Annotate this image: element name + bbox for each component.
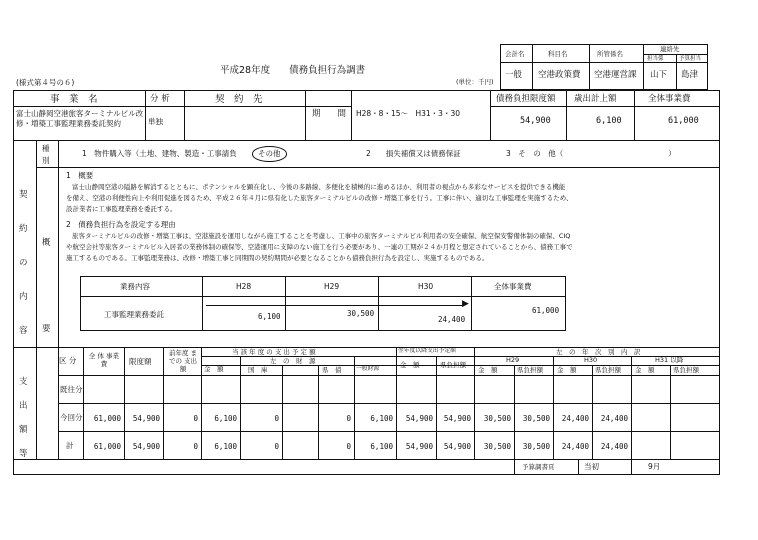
total-value: 61,000 [668, 116, 699, 126]
header-total: 全 体 事業費 [88, 352, 120, 368]
gaiyo-line-2: を備え、空港の利便性向上や利用促進を図るため、平成２６年４月に県有化した旅客ターミナルビルの改修・増築工事を行う。工事に伴い、適切な工事監理を実施するため、 [66, 194, 573, 202]
header-kokko: 国 庫 [248, 366, 268, 374]
table-cell: 54,900 [405, 442, 433, 451]
page-title: 平成28年度 債務負担行為調書 [220, 65, 366, 76]
limit-header: 債務負担限度額 [496, 94, 556, 104]
header-next-amount: 金 額 [400, 361, 420, 369]
table-cell: 6,100 [214, 442, 237, 451]
table-cell: 24,400 [600, 414, 628, 423]
jigyo-name: 富士山静岡空港旅客ターミナルビル改修・増築工事監理業務委託契約 [16, 109, 144, 128]
header-next-ken: 県負担額 [440, 361, 466, 369]
row-label-kei: 計 [66, 441, 74, 450]
header-current-group: 当 該 年 度 の 支 出 予 定 額 [232, 348, 316, 356]
header-h31-ken: 県負担額 [673, 366, 699, 374]
account-label-shokan: 所管係名 [597, 50, 623, 58]
kikan-value: H28・8・15～ H31・3・30 [356, 109, 460, 118]
table-cell: 30,500 [522, 414, 550, 423]
account-label-kamoku: 科目名 [548, 50, 568, 58]
header-kensai: 県 債 [322, 366, 342, 374]
table-cell: 0 [193, 442, 198, 451]
table-cell: 54,900 [405, 414, 433, 423]
expenditure-side-label: 支出額等 [19, 377, 28, 459]
table-cell: 61,000 [93, 442, 121, 451]
schedule-value-h30: 24,400 [438, 315, 466, 324]
reason-line-3: 施工するものである。工事監理業務は、改修・増築工事と同期間の契約期間が必要となることから債務負担行為を設定し、実施するものである。 [66, 254, 489, 262]
table-cell: 54,900 [132, 442, 160, 451]
table-cell: 54,900 [443, 442, 471, 451]
footer-value-month: 9月 [648, 462, 661, 471]
header-h29-amount: 金 額 [478, 366, 498, 374]
shubetsu-option-1: 1 物件購入等（土地、建物、製造・工事請負 [82, 149, 237, 158]
form-number: (様式第４号の６) [16, 78, 75, 87]
kikan-header: 期 間 [312, 109, 347, 119]
header-kubun: 区 分 [59, 356, 77, 365]
table-cell: 30,500 [483, 414, 511, 423]
header-next-group: 翌年度以降支出予定額 [398, 348, 456, 354]
header-ippan: 一般財源 [356, 366, 380, 372]
account-label-yosan: 予算担当 [679, 56, 702, 62]
table-cell: 0 [346, 442, 351, 451]
footer-value-initial: 当初 [584, 462, 599, 471]
account-label-tanto: 担当係 [647, 56, 664, 62]
table-cell: 0 [274, 414, 279, 423]
bunseki-header: 分 析 [150, 94, 170, 104]
table-cell: 54,900 [443, 414, 471, 423]
header-h30-ken: 県負担額 [595, 366, 621, 374]
plan-header: 歳出計上額 [574, 94, 617, 104]
header-prior: 前年度 までの 支出額 [168, 349, 198, 373]
header-h29-ken: 県負担額 [517, 366, 543, 374]
account-value-kaikei: 一般 [505, 70, 523, 80]
shubetsu-option-2: 2 損失補償又は債務保証 [366, 149, 461, 158]
account-label-renraku: 連絡先 [660, 45, 680, 53]
gaiyo-line-1: 富士山静岡空港の隘路を解消するとともに、ポテンシャルを顕在化し、今後の多路線、多便化を積極的に進めるほか、利用者の視点から多彩なサービスを提供できる機能 [72, 183, 566, 191]
footer-label: 予算調書頁 [522, 463, 555, 471]
table-cell: 0 [193, 414, 198, 423]
schedule-header-total: 全体事業費 [494, 282, 532, 291]
schedule-header-h28: H28 [236, 282, 252, 291]
schedule-header-content: 業務内容 [120, 282, 150, 291]
row-label-konkaibun: 今回分 [60, 413, 83, 422]
limit-value: 54,900 [520, 116, 551, 126]
table-cell: 61,000 [93, 414, 121, 423]
gaiyo-line-3: 設計業者に工事監理業務を委託する。 [66, 205, 177, 213]
header-h31-amount: 金 額 [635, 366, 655, 374]
header-year-h30: H30 [584, 356, 598, 364]
bunseki-value: 単独 [148, 117, 163, 126]
plan-value: 6,100 [596, 116, 622, 126]
table-cell: 6,100 [370, 442, 393, 451]
table-cell: 24,400 [600, 442, 628, 451]
table-cell: 0 [274, 442, 279, 451]
reason-title: 2 債務負担行為を設定する理由 [66, 220, 176, 229]
shubetsu-circled-option: その他 [252, 146, 287, 162]
header-year-h31: H31 以降 [655, 356, 684, 364]
account-value-kamoku: 空港政策費 [538, 70, 581, 80]
schedule-header-h30: H30 [418, 282, 434, 291]
table-cell: 24,400 [561, 414, 589, 423]
contract-side-label: 契約の内容 [19, 190, 28, 336]
total-header: 全体事業費 [648, 94, 691, 104]
schedule-value-total: 61,000 [532, 306, 560, 315]
header-year-h29: H29 [506, 356, 520, 364]
gaiyo-side-label: 概要 [42, 238, 51, 334]
reason-line-2: や航空会社等旅客ターミナルビル入居者の業務体制の確保等、空港運用に支障のない施工を行う必要があり、一連の工期が２４か月程と想定されていることから、債務工事で [66, 243, 573, 251]
table-cell: 6,100 [214, 414, 237, 423]
header-h30-amount: 金 額 [557, 366, 577, 374]
header-zaigen: 左 の 財 源 [270, 357, 316, 365]
row-label-kioubun: 既往分 [60, 385, 83, 394]
header-amount: 金 額 [204, 365, 224, 373]
table-cell: 6,100 [370, 414, 393, 423]
schedule-row-label: 工事監理業務委託 [104, 310, 164, 319]
reason-line-1: 旅客ターミナルビルの改修・増築工事は、空港施設を運用しながら施工することを考慮し、工事中の旅客ターミナルビル利用者の安全確保、航空保安警備体制の確保、CIQ [72, 232, 571, 240]
schedule-value-h29: 30,500 [347, 309, 375, 318]
table-cell: 54,900 [132, 414, 160, 423]
header-limit: 限度額 [129, 357, 152, 366]
schedule-arrow-line [206, 305, 464, 306]
gaiyo-title: 1 概要 [66, 171, 94, 180]
account-value-shokan: 空港運営課 [594, 70, 637, 80]
table-cell: 0 [346, 414, 351, 423]
schedule-header-h29: H29 [324, 282, 340, 291]
unit-label: (単位：千円) [456, 78, 494, 86]
jigyo-header: 事 業 名 [50, 94, 98, 105]
schedule-arrow-head: ▶ [462, 299, 469, 309]
shubetsu-option-3: 3 そ の 他（ ） [506, 149, 676, 158]
account-value-tanto: 山下 [650, 70, 668, 80]
account-label-kaikei: 会計名 [505, 50, 525, 58]
table-cell: 24,400 [561, 442, 589, 451]
keiyakusaki-header: 契 約 先 [215, 94, 263, 105]
header-yearly-group: 左 の 年 次 別 内 訳 [556, 348, 641, 356]
table-cell: 30,500 [483, 442, 511, 451]
shubetsu-label: 種別 [42, 144, 50, 165]
schedule-value-h28: 6,100 [258, 312, 281, 321]
table-cell: 30,500 [522, 442, 550, 451]
account-value-yosan: 島津 [681, 70, 699, 80]
